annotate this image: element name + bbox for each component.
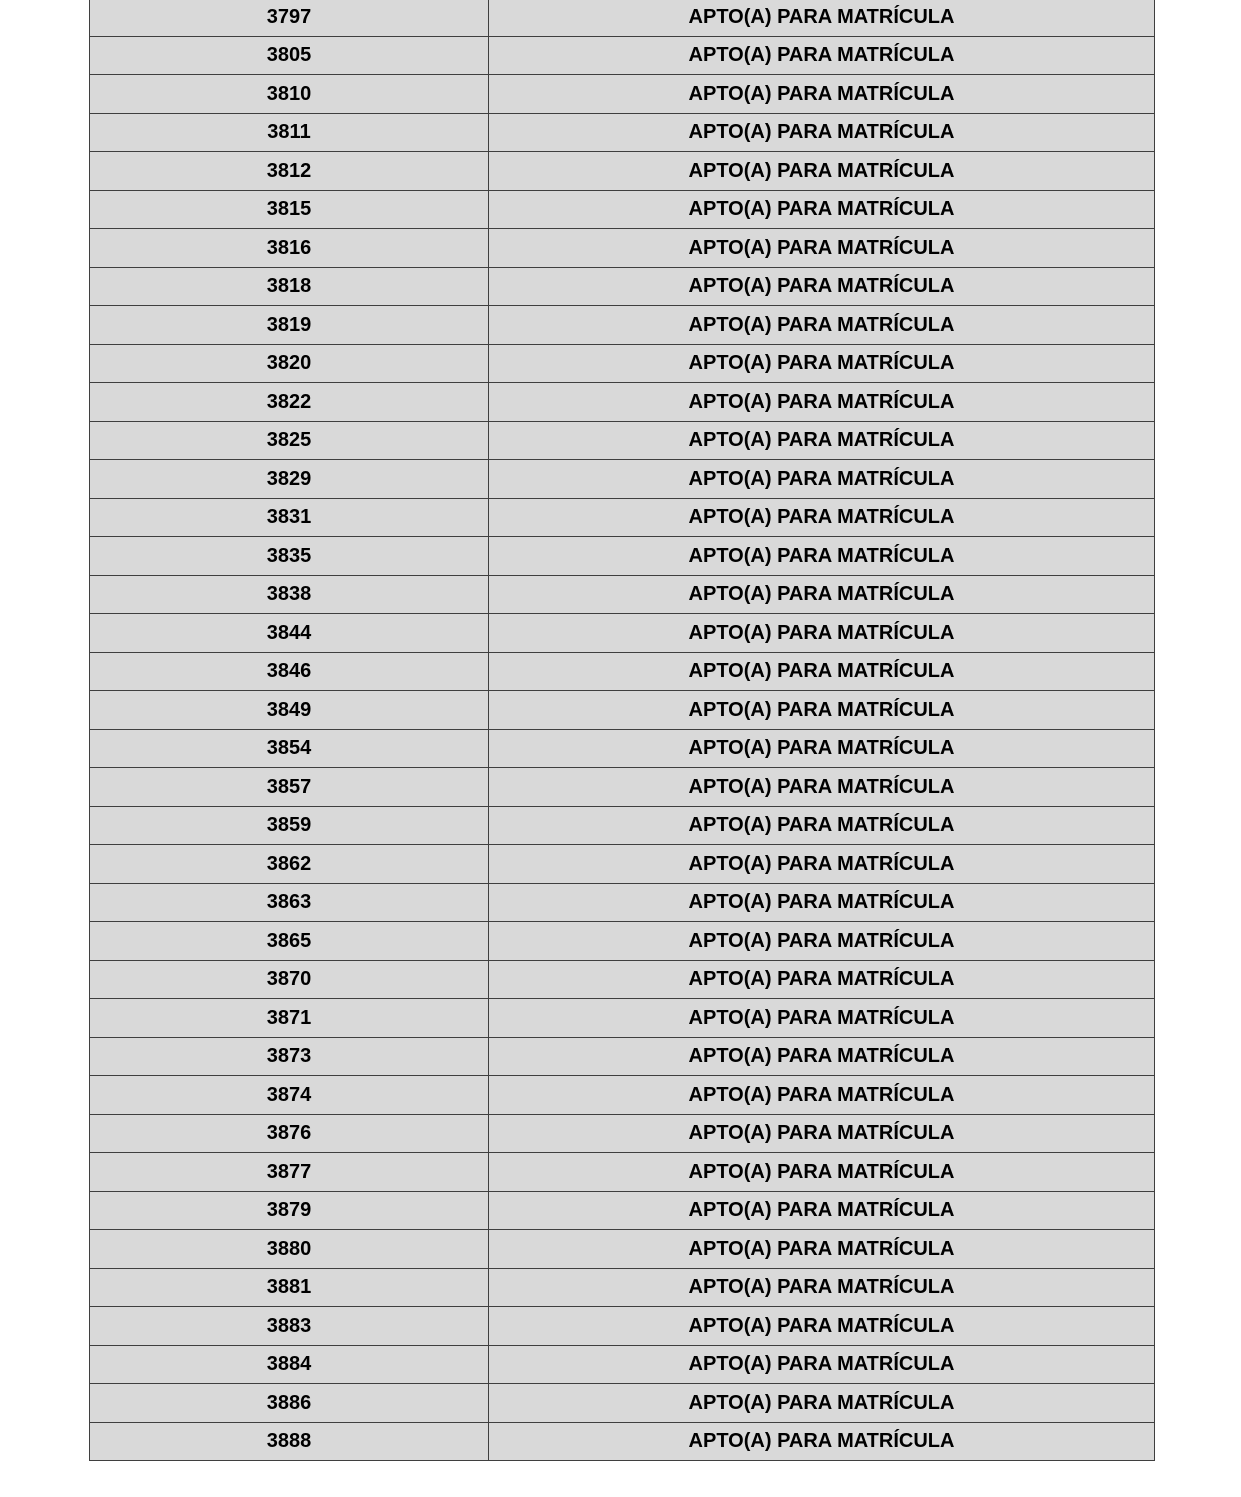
table-row xyxy=(90,498,1155,537)
status-cell: APTO(A) PARA MATRÍCULA xyxy=(489,1153,1155,1192)
registration-number-cell: 3822 xyxy=(90,383,489,422)
status-cell: APTO(A) PARA MATRÍCULA xyxy=(489,1268,1155,1307)
registration-number-cell: 3881 xyxy=(90,1268,489,1307)
registration-number-cell: 3818 xyxy=(90,267,489,306)
registration-number-cell: 3871 xyxy=(90,999,489,1038)
registration-number-cell: 3854 xyxy=(90,729,489,768)
table-row xyxy=(90,652,1155,691)
table-row xyxy=(90,922,1155,961)
status-cell: APTO(A) PARA MATRÍCULA xyxy=(489,75,1155,114)
registration-number-cell: 3865 xyxy=(90,922,489,961)
status-cell: APTO(A) PARA MATRÍCULA xyxy=(489,0,1155,36)
results-table-body xyxy=(90,0,1155,1461)
registration-number-cell: 3835 xyxy=(90,537,489,576)
registration-number-cell: 3797 xyxy=(90,0,489,36)
status-cell: APTO(A) PARA MATRÍCULA xyxy=(489,1384,1155,1423)
status-cell: APTO(A) PARA MATRÍCULA xyxy=(489,36,1155,75)
registration-number-cell: 3884 xyxy=(90,1345,489,1384)
table-row xyxy=(90,1422,1155,1461)
status-cell: APTO(A) PARA MATRÍCULA xyxy=(489,1307,1155,1346)
registration-number-cell: 3811 xyxy=(90,113,489,152)
table-row xyxy=(90,1307,1155,1346)
status-cell: APTO(A) PARA MATRÍCULA xyxy=(489,1191,1155,1230)
status-cell: APTO(A) PARA MATRÍCULA xyxy=(489,421,1155,460)
table-row xyxy=(90,152,1155,191)
results-table xyxy=(89,0,1155,1461)
status-cell: APTO(A) PARA MATRÍCULA xyxy=(489,729,1155,768)
registration-number-cell: 3888 xyxy=(90,1422,489,1461)
registration-number-cell: 3883 xyxy=(90,1307,489,1346)
status-cell: APTO(A) PARA MATRÍCULA xyxy=(489,1230,1155,1269)
registration-number-cell: 3816 xyxy=(90,229,489,268)
registration-number-cell: 3863 xyxy=(90,883,489,922)
status-cell: APTO(A) PARA MATRÍCULA xyxy=(489,383,1155,422)
registration-number-cell: 3805 xyxy=(90,36,489,75)
table-row xyxy=(90,1268,1155,1307)
table-row xyxy=(90,806,1155,845)
status-cell: APTO(A) PARA MATRÍCULA xyxy=(489,806,1155,845)
registration-number-cell: 3870 xyxy=(90,960,489,999)
status-cell: APTO(A) PARA MATRÍCULA xyxy=(489,113,1155,152)
table-row xyxy=(90,344,1155,383)
status-cell: APTO(A) PARA MATRÍCULA xyxy=(489,845,1155,884)
registration-number-cell: 3819 xyxy=(90,306,489,345)
table-row xyxy=(90,614,1155,653)
status-cell: APTO(A) PARA MATRÍCULA xyxy=(489,768,1155,807)
registration-number-cell: 3810 xyxy=(90,75,489,114)
status-cell: APTO(A) PARA MATRÍCULA xyxy=(489,267,1155,306)
status-cell: APTO(A) PARA MATRÍCULA xyxy=(489,960,1155,999)
table-row xyxy=(90,460,1155,499)
table-row xyxy=(90,190,1155,229)
status-cell: APTO(A) PARA MATRÍCULA xyxy=(489,614,1155,653)
table-row xyxy=(90,383,1155,422)
registration-number-cell: 3831 xyxy=(90,498,489,537)
status-cell: APTO(A) PARA MATRÍCULA xyxy=(489,1345,1155,1384)
registration-number-cell: 3812 xyxy=(90,152,489,191)
registration-number-cell: 3873 xyxy=(90,1037,489,1076)
table-row xyxy=(90,691,1155,730)
table-row xyxy=(90,999,1155,1038)
registration-number-cell: 3825 xyxy=(90,421,489,460)
registration-number-cell: 3874 xyxy=(90,1076,489,1115)
table-row xyxy=(90,229,1155,268)
table-row xyxy=(90,1153,1155,1192)
registration-number-cell: 3857 xyxy=(90,768,489,807)
table-row xyxy=(90,36,1155,75)
table-row xyxy=(90,883,1155,922)
status-cell: APTO(A) PARA MATRÍCULA xyxy=(489,999,1155,1038)
status-cell: APTO(A) PARA MATRÍCULA xyxy=(489,1422,1155,1461)
table-row xyxy=(90,845,1155,884)
table-row xyxy=(90,1384,1155,1423)
registration-number-cell: 3859 xyxy=(90,806,489,845)
status-cell: APTO(A) PARA MATRÍCULA xyxy=(489,306,1155,345)
status-cell: APTO(A) PARA MATRÍCULA xyxy=(489,922,1155,961)
registration-number-cell: 3838 xyxy=(90,575,489,614)
table-row xyxy=(90,306,1155,345)
status-cell: APTO(A) PARA MATRÍCULA xyxy=(489,1114,1155,1153)
registration-number-cell: 3844 xyxy=(90,614,489,653)
table-row xyxy=(90,267,1155,306)
registration-number-cell: 3886 xyxy=(90,1384,489,1423)
table-row xyxy=(90,421,1155,460)
table-row xyxy=(90,1191,1155,1230)
table-row xyxy=(90,960,1155,999)
registration-number-cell: 3880 xyxy=(90,1230,489,1269)
status-cell: APTO(A) PARA MATRÍCULA xyxy=(489,883,1155,922)
status-cell: APTO(A) PARA MATRÍCULA xyxy=(489,691,1155,730)
registration-number-cell: 3815 xyxy=(90,190,489,229)
status-cell: APTO(A) PARA MATRÍCULA xyxy=(489,1076,1155,1115)
table-row xyxy=(90,0,1155,36)
table-row xyxy=(90,1037,1155,1076)
table-row xyxy=(90,537,1155,576)
registration-number-cell: 3820 xyxy=(90,344,489,383)
status-cell: APTO(A) PARA MATRÍCULA xyxy=(489,498,1155,537)
status-cell: APTO(A) PARA MATRÍCULA xyxy=(489,1037,1155,1076)
status-cell: APTO(A) PARA MATRÍCULA xyxy=(489,575,1155,614)
table-row xyxy=(90,575,1155,614)
table-row xyxy=(90,113,1155,152)
registration-number-cell: 3877 xyxy=(90,1153,489,1192)
status-cell: APTO(A) PARA MATRÍCULA xyxy=(489,152,1155,191)
registration-number-cell: 3849 xyxy=(90,691,489,730)
table-row xyxy=(90,1230,1155,1269)
table-row xyxy=(90,1345,1155,1384)
registration-number-cell: 3876 xyxy=(90,1114,489,1153)
table-row xyxy=(90,729,1155,768)
status-cell: APTO(A) PARA MATRÍCULA xyxy=(489,537,1155,576)
status-cell: APTO(A) PARA MATRÍCULA xyxy=(489,652,1155,691)
registration-number-cell: 3846 xyxy=(90,652,489,691)
table-row xyxy=(90,1114,1155,1153)
registration-number-cell: 3862 xyxy=(90,845,489,884)
status-cell: APTO(A) PARA MATRÍCULA xyxy=(489,460,1155,499)
registration-number-cell: 3829 xyxy=(90,460,489,499)
status-cell: APTO(A) PARA MATRÍCULA xyxy=(489,229,1155,268)
table-row xyxy=(90,768,1155,807)
table-row xyxy=(90,75,1155,114)
registration-number-cell: 3879 xyxy=(90,1191,489,1230)
status-cell: APTO(A) PARA MATRÍCULA xyxy=(489,344,1155,383)
table-row xyxy=(90,1076,1155,1115)
status-cell: APTO(A) PARA MATRÍCULA xyxy=(489,190,1155,229)
